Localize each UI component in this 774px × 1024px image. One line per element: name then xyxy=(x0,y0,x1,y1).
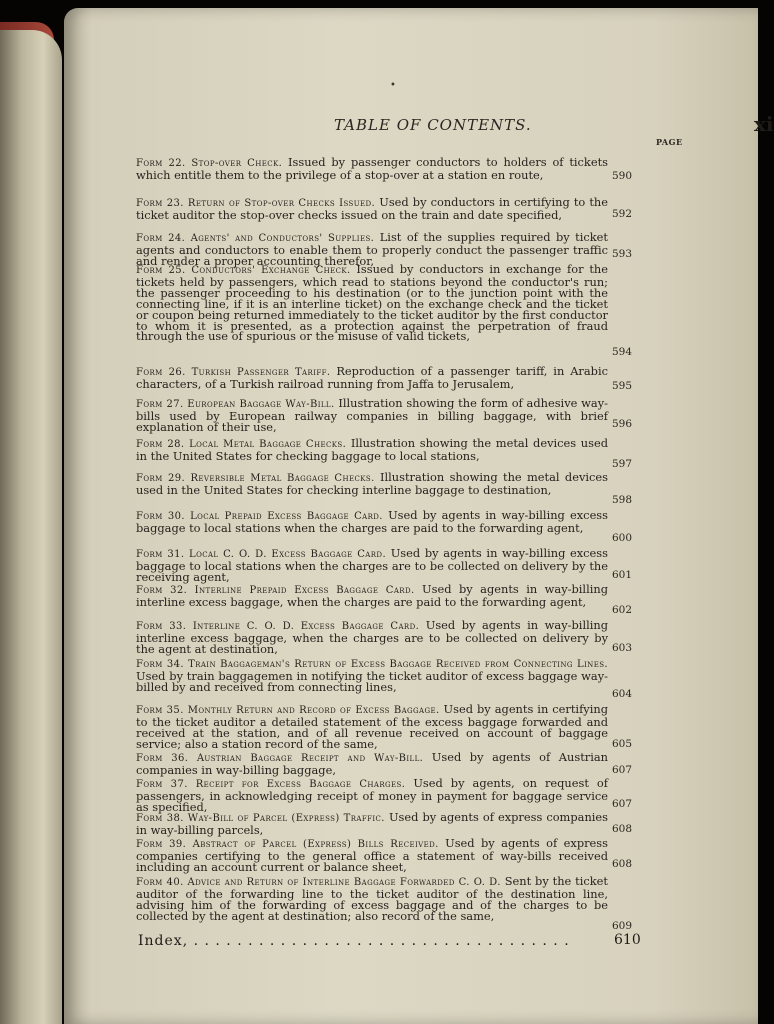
entry-label: Form 27. European Baggage Way-Bill. xyxy=(136,399,335,410)
entry-label: Form 29. Reversible Metal Baggage Checks. xyxy=(136,473,375,484)
entry-label: Form 24. Agents' and Conductors' Supplies. xyxy=(136,233,375,244)
entry-text: Used by conductors in certifying to the ticket auditor the stop-over checks issued on the train and date specified, xyxy=(136,195,608,222)
contents-entry xyxy=(136,778,608,813)
contents-entry xyxy=(136,704,608,750)
contents-entry xyxy=(136,812,608,836)
book-left-page-edge xyxy=(0,30,62,1024)
entry-page-number: 595 xyxy=(612,380,633,392)
index-page-number: 610 xyxy=(614,932,641,948)
entry-page-number: 603 xyxy=(612,642,633,654)
entry-text: Used by agents of Austrian companies in way-billing baggage, xyxy=(136,750,609,777)
entry-text: Issued by conductors in exchange for the tickets held by passengers, which read to stations beyond the conductor's run; the passenger proceeding to his destination (or to the junction point with the connecting line, if it is an interline ticket) on the exchange check and the ticket or coupon being returned immediately to the ticket auditor by the first conductor to whom it is presented, as a protection against the perpetration of fraud through the use of spurious or the misuse of valid tickets, xyxy=(136,262,608,344)
roman-page-number: xi xyxy=(754,112,774,136)
contents-entry xyxy=(136,197,608,221)
entry-page-number: 602 xyxy=(612,604,633,616)
contents-entry xyxy=(136,584,608,608)
contents-entry xyxy=(136,366,608,390)
entry-text: Used by agents, on request of passengers, in acknowledging receipt of money in payment for baggage service as specified, xyxy=(136,776,608,814)
entry-text: Used by agents in certifying to the ticket auditor a detailed statement of the excess baggage forwarded and received at the station, and of all revenue received on account of baggage service; also a station record of the same, xyxy=(136,702,608,751)
contents-entry xyxy=(136,548,608,583)
entry-text: Used by agents in way-billing excess baggage to local stations when the charges are paid to the forwarding agent, xyxy=(136,508,608,535)
entry-label: Form 37. Receipt for Excess Baggage Charges. xyxy=(136,779,406,790)
index-leader: . . . . . . . . . . . . . . . . . . . . . . . . . . . . . . . . . . . xyxy=(193,933,570,949)
entry-label: Form 33. Interline C. O. D. Excess Baggage Card. xyxy=(136,621,420,632)
entry-text: List of the supplies required by ticket agents and conductors to enable them to properly conduct the passenger traffic and render a proper accounting therefor, xyxy=(136,230,608,268)
entry-text: Sent by the ticket auditor of the forwarding line to the ticket auditor of the destination line, advising him of the forwarding of excess baggage and of the charges to be collected by the agent at destination; also record of the same, xyxy=(136,874,608,923)
entry-label: Form 40. Advice and Return of Interline Baggage Forwarded C. O. D. xyxy=(136,877,501,888)
entry-text: Used by agents of express companies certifying to the general office a statement of way-bills received including an account current or balance sheet, xyxy=(136,836,608,874)
entry-page-number: 608 xyxy=(612,858,633,870)
entry-page-number: 596 xyxy=(612,418,633,430)
entry-text: Illustration showing the metal devices used in the United States for checking interline baggage to destination, xyxy=(136,470,608,497)
contents-entry xyxy=(136,438,608,462)
contents-entry xyxy=(136,658,608,693)
entry-page-number: 594 xyxy=(612,346,633,358)
entry-label: Form 26. Turkish Passenger Tariff. xyxy=(136,367,331,378)
contents-entry xyxy=(136,620,608,655)
entry-label: Form 30. Local Prepaid Excess Baggage Card. xyxy=(136,511,383,522)
entry-label: Form 22. Stop-over Check. xyxy=(136,158,283,169)
entry-page-number: 608 xyxy=(612,823,633,835)
contents-entry xyxy=(136,157,608,181)
index-entry xyxy=(138,933,608,949)
entry-text: Illustration showing the form of adhesive way-bills used by European railway companies in billing baggage, with brief explanation of their use, xyxy=(136,396,608,434)
entry-page-number: 604 xyxy=(612,688,633,700)
entry-page-number: 607 xyxy=(612,798,633,810)
entry-page-number: 609 xyxy=(612,920,633,932)
entry-page-number: 592 xyxy=(612,208,633,220)
contents-entry xyxy=(136,838,608,873)
entry-label: Form 31. Local C. O. D. Excess Baggage Card. xyxy=(136,549,387,560)
entry-label: Form 39. Abstract of Parcel (Express) Bills Received. xyxy=(136,839,439,850)
entry-page-number: 598 xyxy=(612,494,633,506)
entry-text: Used by agents in way-billing excess baggage to local stations when the charges are to be collected on delivery by the receiving agent, xyxy=(136,546,608,584)
entry-label: Form 25. Conductors' Exchange Check. xyxy=(136,265,351,276)
entry-text: Used by agents of express companies in way-billing parcels, xyxy=(136,810,609,837)
entry-text: Used by agents in way-billing interline excess baggage, when the charges are to be collected on delivery by the agent at destination, xyxy=(136,618,608,656)
entry-page-number: 601 xyxy=(612,569,633,581)
entry-text: Illustration showing the metal devices used in the United States for checking baggage to local stations, xyxy=(136,436,609,463)
page-title: TABLE OF CONTENTS. xyxy=(334,116,532,134)
contents-entry xyxy=(136,876,608,922)
entry-label: Form 38. Way-Bill of Parcel (Express) Traffic. xyxy=(136,813,385,824)
entry-label: Form 34. Train Baggageman's Return of Excess Baggage Received from Connecting Lines. xyxy=(136,659,608,670)
entry-page-number: 593 xyxy=(612,248,633,260)
entry-label: Form 28. Local Metal Baggage Checks. xyxy=(136,439,347,450)
entry-page-number: 597 xyxy=(612,458,633,470)
contents-entry xyxy=(136,752,608,776)
entry-text: Reproduction of a passenger tariff, in Arabic characters, of a Turkish railroad running from Jaffa to Jerusalem, xyxy=(136,364,608,391)
entry-page-number: 607 xyxy=(612,764,633,776)
contents-entry xyxy=(136,398,608,433)
page-column-label: PAGE xyxy=(656,137,683,147)
contents-entry xyxy=(136,472,608,496)
entry-text: Used by train baggagemen in notifying the ticket auditor of excess baggage way-billed by and received from connecting lines, xyxy=(136,668,608,694)
entry-label: Form 35. Monthly Return and Record of Excess Baggage. xyxy=(136,705,440,716)
entry-page-number: 600 xyxy=(612,532,633,544)
index-label: Index, xyxy=(138,933,189,949)
entry-label: Form 36. Austrian Baggage Receipt and Way-Bill. xyxy=(136,753,424,764)
page-mark: • xyxy=(390,80,396,91)
entry-label: Form 23. Return of Stop-over Checks Issued. xyxy=(136,198,376,209)
entry-page-number: 605 xyxy=(612,738,633,750)
entry-page-number: 590 xyxy=(612,170,633,182)
entry-label: Form 32. Interline Prepaid Excess Baggage Card. xyxy=(136,585,415,596)
contents-entry xyxy=(136,264,608,342)
contents-entry xyxy=(136,510,608,534)
entry-text: Issued by passenger conductors to holders of tickets which entitle them to the privilege of a stop-over at a station en route, xyxy=(136,155,608,182)
entry-text: Used by agents in way-billing interline excess baggage, when the charges are paid to the forwarding agent, xyxy=(136,582,608,609)
